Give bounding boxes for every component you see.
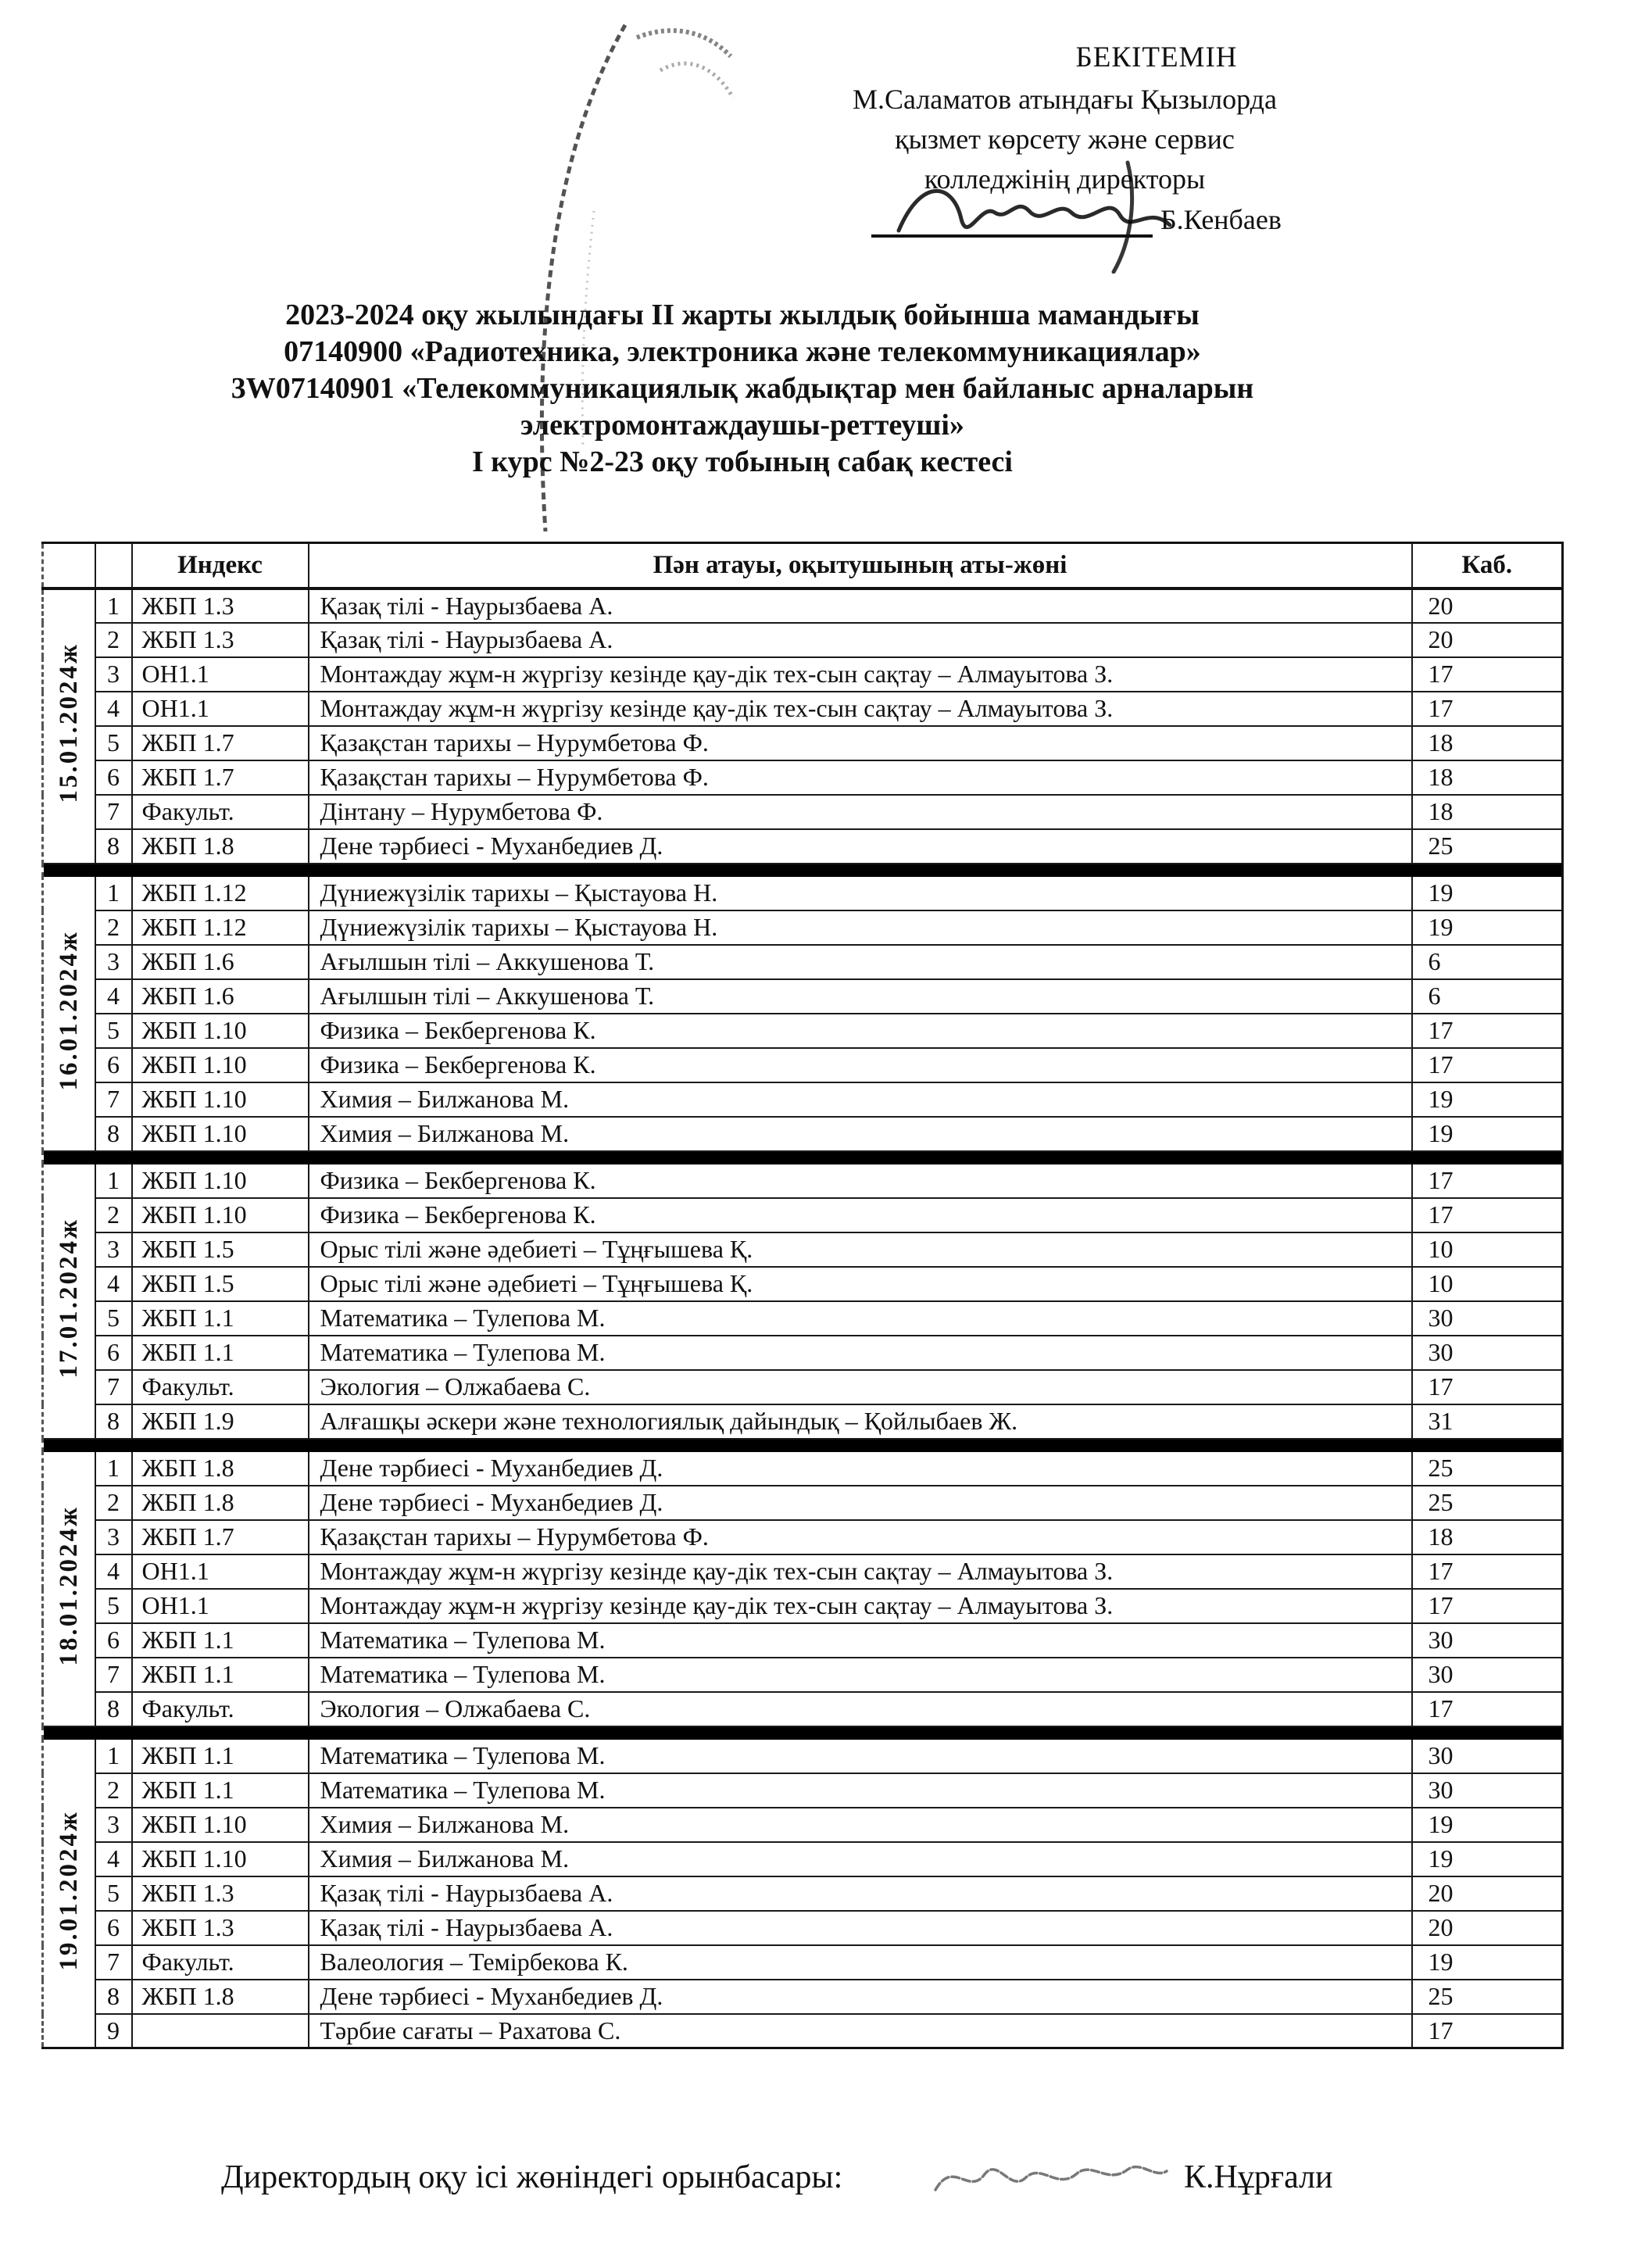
lesson-row — [43, 910, 1563, 945]
lesson-row — [43, 1370, 1563, 1404]
lesson-index: ЖБП 1.1 — [132, 1336, 309, 1370]
lesson-index: ЖБП 1.8 — [132, 1486, 309, 1520]
lesson-number: 1 — [95, 1451, 132, 1486]
lesson-number: 3 — [95, 657, 132, 692]
lesson-row — [43, 1842, 1563, 1876]
lesson-room: 30 — [1412, 1623, 1563, 1658]
lesson-row — [43, 1404, 1563, 1439]
lesson-index: ЖБП 1.6 — [132, 979, 309, 1014]
lesson-subject: Физика – Бекбергенова К. — [309, 1048, 1412, 1082]
day-date-cell — [43, 876, 95, 1151]
title-line-1: 2023-2024 оқу жылындағы II жарты жылдық бойынша мамандығы — [285, 299, 1200, 331]
lesson-row — [43, 1773, 1563, 1808]
lesson-subject: Дене тәрбиесі - Муханбедиев Д. — [309, 1451, 1412, 1486]
lesson-subject: Ағылшын тілі – Аккушенова Т. — [309, 945, 1412, 979]
lesson-subject: Дінтану – Нурумбетова Ф. — [309, 795, 1412, 829]
lesson-number: 1 — [95, 588, 132, 623]
lesson-number-column-header — [95, 543, 132, 588]
index-column-header: Индекс — [132, 543, 309, 588]
room-column-header: Каб. — [1412, 543, 1563, 588]
lesson-index: ЖБП 1.8 — [132, 1451, 309, 1486]
lesson-room: 19 — [1412, 1808, 1563, 1842]
lesson-index: ЖБП 1.3 — [132, 623, 309, 657]
day-date-cell — [43, 1164, 95, 1439]
signature-line — [871, 202, 1153, 238]
schedule-header-row — [43, 543, 1563, 588]
lesson-number: 3 — [95, 1520, 132, 1554]
lesson-room: 17 — [1412, 657, 1563, 692]
lesson-row — [43, 692, 1563, 726]
lesson-index: Факульт. — [132, 1945, 309, 1980]
lesson-index: ЖБП 1.10 — [132, 1082, 309, 1117]
lesson-number: 5 — [95, 1014, 132, 1048]
lesson-index: ЖБП 1.6 — [132, 945, 309, 979]
lesson-subject: Математика – Тулепова М. — [309, 1301, 1412, 1336]
lesson-number: 4 — [95, 1842, 132, 1876]
lesson-room: 18 — [1412, 726, 1563, 760]
lesson-subject: Дене тәрбиесі - Муханбедиев Д. — [309, 1980, 1412, 2014]
deputy-director-name: К.Нұрғали — [1184, 2159, 1333, 2195]
lesson-row — [43, 1623, 1563, 1658]
lesson-number: 7 — [95, 1945, 132, 1980]
day-separator — [43, 1151, 1563, 1164]
day-date-cell — [43, 1739, 95, 2048]
lesson-row — [43, 1658, 1563, 1692]
lesson-index: ЖБП 1.1 — [132, 1658, 309, 1692]
lesson-index: Факульт. — [132, 1370, 309, 1404]
lesson-index: ОН1.1 — [132, 692, 309, 726]
lesson-subject: Тәрбие сағаты – Рахатова С. — [309, 2014, 1412, 2048]
lesson-room: 17 — [1412, 2014, 1563, 2048]
lesson-number: 8 — [95, 1692, 132, 1726]
lesson-row — [43, 1267, 1563, 1301]
lesson-row — [43, 1945, 1563, 1980]
lesson-number: 8 — [95, 829, 132, 864]
day-date-label: 15.01.2024ж — [54, 642, 83, 803]
lesson-room: 18 — [1412, 1520, 1563, 1554]
lesson-index: ЖБП 1.10 — [132, 1048, 309, 1082]
approval-line-1: М.Саламатов атындағы Қызылорда — [853, 84, 1277, 115]
lesson-index — [132, 2014, 309, 2048]
lesson-row — [43, 795, 1563, 829]
lesson-index: ЖБП 1.1 — [132, 1739, 309, 1773]
lesson-index: ЖБП 1.3 — [132, 588, 309, 623]
lesson-index: ЖБП 1.7 — [132, 1520, 309, 1554]
lesson-subject: Математика – Тулепова М. — [309, 1739, 1412, 1773]
lesson-number: 8 — [95, 1404, 132, 1439]
lesson-room: 10 — [1412, 1267, 1563, 1301]
lesson-subject: Математика – Тулепова М. — [309, 1336, 1412, 1370]
lesson-room: 20 — [1412, 1911, 1563, 1945]
lesson-room: 17 — [1412, 1198, 1563, 1232]
lesson-subject: Математика – Тулепова М. — [309, 1658, 1412, 1692]
lesson-room: 10 — [1412, 1232, 1563, 1267]
lesson-index: ЖБП 1.9 — [132, 1404, 309, 1439]
lesson-index: Факульт. — [132, 795, 309, 829]
day-separator — [43, 1439, 1563, 1451]
lesson-room: 17 — [1412, 1554, 1563, 1589]
lesson-index: ЖБП 1.12 — [132, 876, 309, 910]
lesson-index: ЖБП 1.3 — [132, 1911, 309, 1945]
lesson-row — [43, 1164, 1563, 1198]
lesson-index: ЖБП 1.10 — [132, 1164, 309, 1198]
lesson-row — [43, 588, 1563, 623]
lesson-room: 30 — [1412, 1301, 1563, 1336]
day-separator — [43, 864, 1563, 876]
lesson-room: 20 — [1412, 588, 1563, 623]
lesson-room: 25 — [1412, 829, 1563, 864]
lesson-index: ЖБП 1.10 — [132, 1014, 309, 1048]
lesson-row — [43, 1117, 1563, 1151]
lesson-number: 5 — [95, 1301, 132, 1336]
lesson-number: 4 — [95, 979, 132, 1014]
approval-heading: БЕКІТЕМІН — [1075, 41, 1238, 73]
lesson-subject: Дүниежүзілік тарихы – Қыстауова Н. — [309, 910, 1412, 945]
lesson-number: 6 — [95, 1048, 132, 1082]
day-separator — [43, 1726, 1563, 1739]
lesson-number: 5 — [95, 1589, 132, 1623]
lesson-room: 30 — [1412, 1739, 1563, 1773]
lesson-subject: Дене тәрбиесі - Муханбедиев Д. — [309, 829, 1412, 864]
lesson-room: 19 — [1412, 1117, 1563, 1151]
lesson-row — [43, 1486, 1563, 1520]
lesson-number: 2 — [95, 1198, 132, 1232]
lesson-room: 17 — [1412, 1692, 1563, 1726]
lesson-room: 17 — [1412, 1014, 1563, 1048]
lesson-subject: Қазақ тілі - Наурызбаева А. — [309, 1876, 1412, 1911]
lesson-number: 1 — [95, 1739, 132, 1773]
lesson-subject: Қазақстан тарихы – Нурумбетова Ф. — [309, 1520, 1412, 1554]
lesson-index: ОН1.1 — [132, 1554, 309, 1589]
date-column-header — [43, 543, 95, 588]
document-title — [47, 297, 1438, 481]
day-date-label: 16.01.2024ж — [54, 929, 83, 1091]
lesson-room: 19 — [1412, 1082, 1563, 1117]
lesson-subject: Физика – Бекбергенова К. — [309, 1198, 1412, 1232]
lesson-room: 30 — [1412, 1773, 1563, 1808]
title-line-2: 07140900 «Радиотехника, электроника және телекоммуникациялар» — [284, 335, 1201, 368]
lesson-number: 8 — [95, 1117, 132, 1151]
lesson-number: 2 — [95, 1486, 132, 1520]
lesson-subject: Химия – Билжанова М. — [309, 1842, 1412, 1876]
lesson-subject: Монтаждау жұм-н жүргізу кезінде қау-дік тех-сын сақтау – Алмауытова З. — [309, 657, 1412, 692]
lesson-room: 19 — [1412, 1945, 1563, 1980]
lesson-row — [43, 945, 1563, 979]
lesson-number: 3 — [95, 1808, 132, 1842]
lesson-index: ЖБП 1.1 — [132, 1301, 309, 1336]
lesson-row — [43, 1082, 1563, 1117]
lesson-row — [43, 1198, 1563, 1232]
lesson-index: ЖБП 1.8 — [132, 829, 309, 864]
lesson-number: 7 — [95, 1370, 132, 1404]
lesson-index: ЖБП 1.10 — [132, 1842, 309, 1876]
lesson-number: 2 — [95, 1773, 132, 1808]
lesson-number: 6 — [95, 1911, 132, 1945]
lesson-row — [43, 1554, 1563, 1589]
lesson-index: ЖБП 1.7 — [132, 726, 309, 760]
lesson-subject: Монтаждау жұм-н жүргізу кезінде қау-дік тех-сын сақтау – Алмауытова З. — [309, 1554, 1412, 1589]
lesson-room: 30 — [1412, 1658, 1563, 1692]
lesson-number: 4 — [95, 1554, 132, 1589]
lesson-subject: Физика – Бекбергенова К. — [309, 1014, 1412, 1048]
lesson-row — [43, 623, 1563, 657]
lesson-index: ЖБП 1.3 — [132, 1876, 309, 1911]
deputy-signature-mark — [926, 2141, 1176, 2212]
lesson-subject: Дене тәрбиесі - Муханбедиев Д. — [309, 1486, 1412, 1520]
lesson-room: 25 — [1412, 1486, 1563, 1520]
lesson-subject: Математика – Тулепова М. — [309, 1623, 1412, 1658]
lesson-room: 18 — [1412, 760, 1563, 795]
lesson-subject: Химия – Билжанова М. — [309, 1082, 1412, 1117]
lesson-row — [43, 1336, 1563, 1370]
lesson-number: 3 — [95, 1232, 132, 1267]
lesson-subject: Орыс тілі және әдебиеті – Тұңғышева Қ. — [309, 1267, 1412, 1301]
day-date-cell — [43, 588, 95, 864]
approval-block — [824, 80, 1305, 199]
lesson-subject: Қазақ тілі - Наурызбаева А. — [309, 588, 1412, 623]
lesson-room: 17 — [1412, 692, 1563, 726]
lesson-subject: Қазақ тілі - Наурызбаева А. — [309, 623, 1412, 657]
lesson-room: 20 — [1412, 623, 1563, 657]
lesson-room: 19 — [1412, 876, 1563, 910]
lesson-number: 6 — [95, 1336, 132, 1370]
lesson-index: ЖБП 1.5 — [132, 1232, 309, 1267]
lesson-row — [43, 1911, 1563, 1945]
lesson-index: ОН1.1 — [132, 1589, 309, 1623]
lesson-index: ЖБП 1.8 — [132, 1980, 309, 2014]
lesson-row — [43, 1589, 1563, 1623]
lesson-number: 4 — [95, 692, 132, 726]
lesson-index: ЖБП 1.1 — [132, 1623, 309, 1658]
lesson-subject: Экология – Олжабаева С. — [309, 1692, 1412, 1726]
lesson-room: 17 — [1412, 1164, 1563, 1198]
lesson-row — [43, 1876, 1563, 1911]
director-name: Б.Кенбаев — [1160, 204, 1282, 235]
lesson-number: 7 — [95, 1658, 132, 1692]
lesson-index: ЖБП 1.1 — [132, 1773, 309, 1808]
lesson-number: 7 — [95, 1082, 132, 1117]
lesson-subject: Валеология – Темірбекова К. — [309, 1945, 1412, 1980]
lesson-index: ЖБП 1.10 — [132, 1808, 309, 1842]
lesson-subject: Алғашқы әскери және технологиялық дайындық – Қойлыбаев Ж. — [309, 1404, 1412, 1439]
lesson-number: 4 — [95, 1267, 132, 1301]
title-line-5: I курс №2-23 оқу тобының сабақ кестесі — [472, 445, 1013, 478]
lesson-room: 17 — [1412, 1048, 1563, 1082]
day-date-cell — [43, 1451, 95, 1726]
lesson-row — [43, 2014, 1563, 2048]
lesson-number: 7 — [95, 795, 132, 829]
lesson-subject: Қазақ тілі - Наурызбаева А. — [309, 1911, 1412, 1945]
lesson-row — [43, 1014, 1563, 1048]
lesson-room: 17 — [1412, 1589, 1563, 1623]
lesson-index: ЖБП 1.7 — [132, 760, 309, 795]
lesson-room: 18 — [1412, 795, 1563, 829]
approval-signature-row — [871, 202, 1371, 238]
lesson-row — [43, 1980, 1563, 2014]
lesson-row — [43, 979, 1563, 1014]
lesson-room: 17 — [1412, 1370, 1563, 1404]
lesson-subject: Орыс тілі және әдебиеті – Тұңғышева Қ. — [309, 1232, 1412, 1267]
lesson-room: 20 — [1412, 1876, 1563, 1911]
lesson-room: 6 — [1412, 945, 1563, 979]
lesson-number: 6 — [95, 1623, 132, 1658]
lesson-number: 3 — [95, 945, 132, 979]
approval-line-3: колледжінің директоры — [924, 163, 1206, 195]
lesson-room: 19 — [1412, 1842, 1563, 1876]
lesson-subject: Химия – Билжанова М. — [309, 1808, 1412, 1842]
lesson-room: 30 — [1412, 1336, 1563, 1370]
schedule-table — [41, 542, 1564, 2049]
lesson-row — [43, 1520, 1563, 1554]
lesson-row — [43, 760, 1563, 795]
lesson-subject: Монтаждау жұм-н жүргізу кезінде қау-дік тех-сын сақтау – Алмауытова З. — [309, 1589, 1412, 1623]
lesson-row — [43, 1451, 1563, 1486]
schedule-body — [43, 588, 1563, 2048]
lesson-row — [43, 829, 1563, 864]
lesson-subject: Қазақстан тарихы – Нурумбетова Ф. — [309, 760, 1412, 795]
lesson-room: 31 — [1412, 1404, 1563, 1439]
title-line-3: 3W07140901 «Телекоммуникациялық жабдықтар мен байланыс арналарын — [231, 372, 1254, 405]
title-line-4: электромонтаждаушы-реттеуші» — [520, 409, 964, 442]
lesson-room: 25 — [1412, 1451, 1563, 1486]
lesson-index: ЖБП 1.5 — [132, 1267, 309, 1301]
lesson-number: 5 — [95, 1876, 132, 1911]
lesson-subject: Дүниежүзілік тарихы – Қыстауова Н. — [309, 876, 1412, 910]
lesson-row — [43, 1232, 1563, 1267]
lesson-row — [43, 657, 1563, 692]
lesson-index: ЖБП 1.10 — [132, 1198, 309, 1232]
lesson-index: ЖБП 1.10 — [132, 1117, 309, 1151]
lesson-subject: Математика – Тулепова М. — [309, 1773, 1412, 1808]
lesson-row — [43, 1739, 1563, 1773]
lesson-number: 2 — [95, 910, 132, 945]
lesson-row — [43, 1048, 1563, 1082]
lesson-number: 1 — [95, 1164, 132, 1198]
lesson-number: 1 — [95, 876, 132, 910]
day-date-label: 17.01.2024ж — [54, 1217, 83, 1379]
lesson-room: 6 — [1412, 979, 1563, 1014]
lesson-room: 25 — [1412, 1980, 1563, 2014]
lesson-row — [43, 1692, 1563, 1726]
lesson-room: 19 — [1412, 910, 1563, 945]
lesson-number: 8 — [95, 1980, 132, 2014]
lesson-subject: Экология – Олжабаева С. — [309, 1370, 1412, 1404]
lesson-index: ЖБП 1.12 — [132, 910, 309, 945]
lesson-index: Факульт. — [132, 1692, 309, 1726]
lesson-subject: Ағылшын тілі – Аккушенова Т. — [309, 979, 1412, 1014]
lesson-subject: Монтаждау жұм-н жүргізу кезінде қау-дік тех-сын сақтау – Алмауытова З. — [309, 692, 1412, 726]
lesson-subject: Химия – Билжанова М. — [309, 1117, 1412, 1151]
lesson-row — [43, 726, 1563, 760]
lesson-row — [43, 876, 1563, 910]
lesson-index: ОН1.1 — [132, 657, 309, 692]
lesson-number: 5 — [95, 726, 132, 760]
lesson-number: 9 — [95, 2014, 132, 2048]
lesson-number: 2 — [95, 623, 132, 657]
lesson-number: 6 — [95, 760, 132, 795]
lesson-row — [43, 1301, 1563, 1336]
subject-column-header: Пән атауы, оқытушының аты-жөні — [309, 543, 1412, 588]
approval-line-2: қызмет көрсету және сервис — [895, 123, 1235, 155]
lesson-row — [43, 1808, 1563, 1842]
lesson-subject: Қазақстан тарихы – Нурумбетова Ф. — [309, 726, 1412, 760]
deputy-director-label: Директордың оқу ісі жөніндегі орынбасары: — [221, 2159, 843, 2195]
day-date-label: 18.01.2024ж — [54, 1504, 83, 1666]
lesson-subject: Физика – Бекбергенова К. — [309, 1164, 1412, 1198]
day-date-label: 19.01.2024ж — [54, 1809, 83, 1970]
